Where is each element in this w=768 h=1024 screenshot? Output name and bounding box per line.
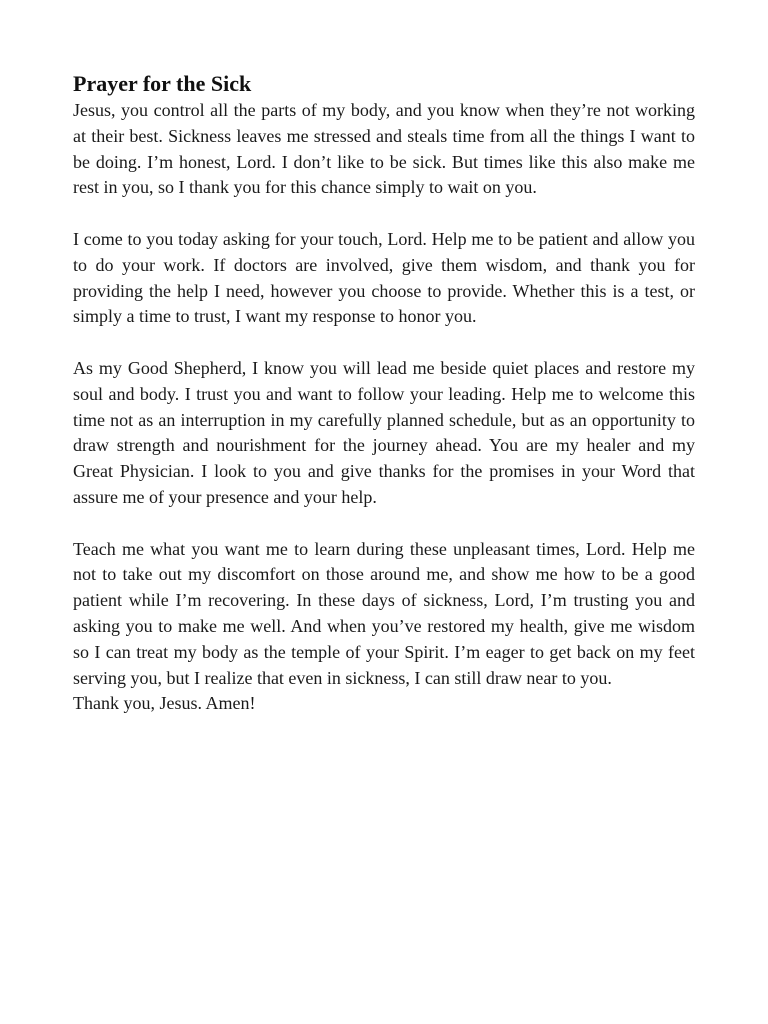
paragraph-4: Teach me what you want me to learn during these unpleasant times, Lord. Help me not to take out my discomfort on those around me, and show me how to be a good patient while I’m recovering. In these days of sickness, Lord, I’m trusting you and asking you to make me well. And when you’ve restored my health, give me wisdom so I can treat my body as the temple of your Spirit. I’m eager to get back on my feet serving you, but I realize that even in sickness, I can still draw near to you. (73, 538, 695, 688)
paragraph-3: As my Good Shepherd, I know you will lead me beside quiet places and restore my soul and body. I trust you and want to follow your leading. Help me to welcome this time not as an interruption in my carefully planned schedule, but as an opportunity to draw strength and nourishment for the journey ahead. You are my healer and my Great Physician. I look to you and give thanks for the promises in your Word that assure me of your presence and your help. (73, 357, 695, 507)
page-title: Prayer for the Sick (73, 71, 252, 96)
closing-line: Thank you, Jesus. Amen! (73, 693, 256, 714)
paragraph-1: Jesus, you control all the parts of my body, and you know when they’re not working at their best. Sickness leaves me stressed and steals time from all the things I want to be doing. I’m honest, Lord. I don’t like to be sick. But times like this also make me rest in you, so I thank you for this chance simply to wait on you. (73, 100, 695, 198)
paragraph-2: I come to you today asking for your touch, Lord. Help me to be patient and allow you to do your work. If doctors are involved, give them wisdom, and thank you for providing the help I need, however you choose to provide. Whether this is a test, or simply a time to trust, I want my response to honor you. (73, 228, 695, 327)
